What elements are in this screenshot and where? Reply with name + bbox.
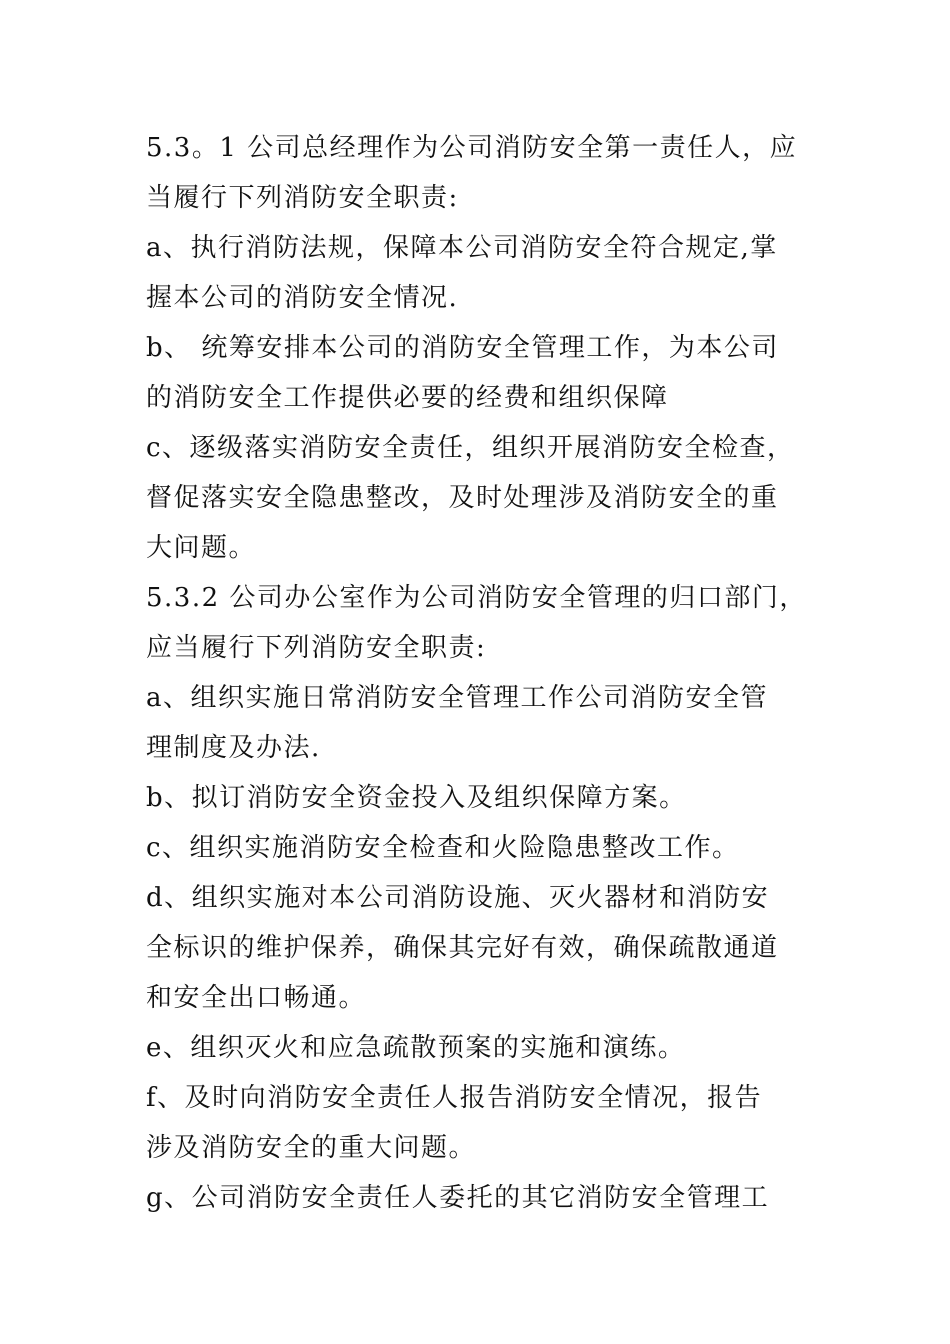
text-line: f、及时向消防安全责任人报告消防安全情况，报告: [146, 1083, 763, 1113]
text-line: 全标识的维护保养，确保其完好有效，确保疏散通道: [146, 933, 779, 963]
text-line: e、组织灭火和应急疏散预案的实施和演练。: [146, 1033, 686, 1063]
text-line: g、公司消防安全责任人委托的其它消防安全管理工: [146, 1183, 770, 1213]
text-line: c、逐级落实消防安全责任，组织开展消防安全检查，: [146, 433, 795, 463]
text-line: 理制度及办法.: [146, 733, 321, 763]
text-line: c、组织实施消防安全检查和火险隐患整改工作。: [146, 833, 740, 863]
document-body: [146, 123, 826, 1223]
text-line: a、组织实施日常消防安全管理工作公司消防安全管: [146, 683, 769, 713]
text-line: 和安全出口畅通。: [146, 983, 367, 1013]
text-line: 涉及消防安全的重大问题。: [146, 1133, 477, 1163]
text-line: 握本公司的消防安全情况.: [146, 283, 459, 313]
text-line: 的消防安全工作提供必要的经费和组织保障: [146, 383, 669, 413]
text-line: 大问题。: [146, 533, 257, 563]
text-line: 5.3。1 公司总经理作为公司消防安全第一责任人，应: [146, 133, 798, 163]
text-line: 当履行下列消防安全职责:: [146, 183, 459, 213]
text-line: 应当履行下列消防安全职责:: [146, 633, 487, 663]
text-line: b、拟订消防安全资金投入及组织保障方案。: [146, 783, 687, 813]
text-line: a、执行消防法规，保障本公司消防安全符合规定,掌: [146, 233, 778, 263]
text-line: 5.3.2 公司办公室作为公司消防安全管理的归口部门，: [146, 583, 807, 613]
text-line: b、 统筹安排本公司的消防安全管理工作，为本公司: [146, 333, 779, 363]
text-line: 督促落实安全隐患整改，及时处理涉及消防安全的重: [146, 483, 779, 513]
text-line: d、组织实施对本公司消防设施、灭火器材和消防安: [146, 883, 770, 913]
